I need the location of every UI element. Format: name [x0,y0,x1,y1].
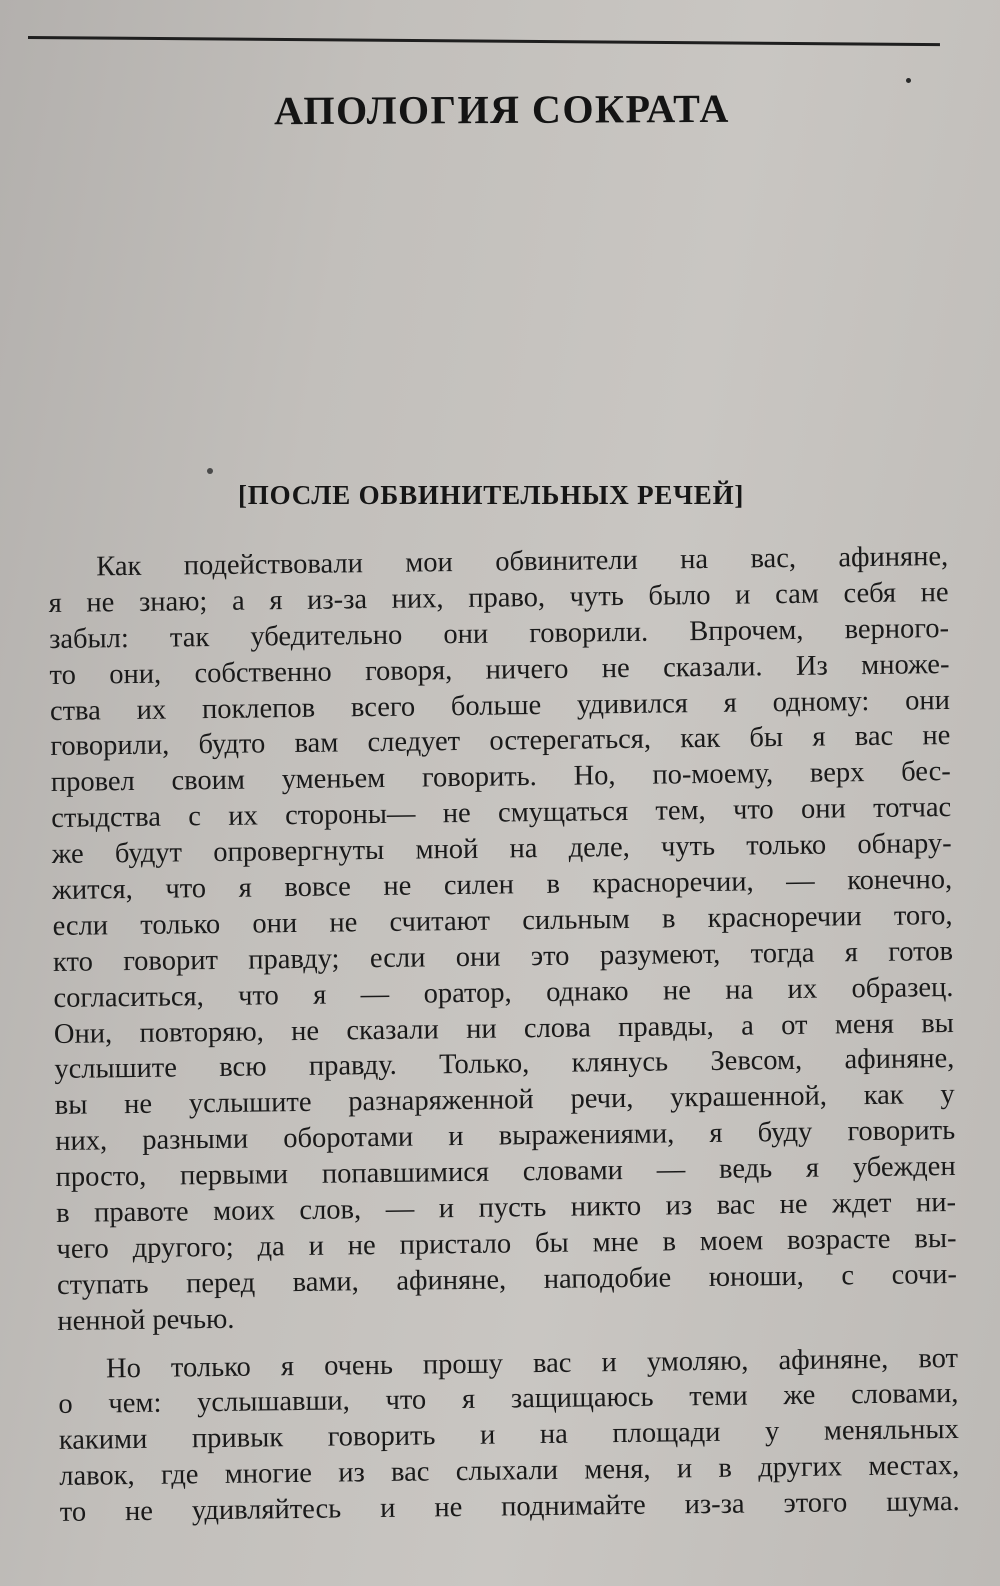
text-line: если только они не считают сильным в красноречии того, [52,899,953,942]
header-rule [28,36,940,46]
text-line: Но только я очень прошу вас и умоляю, афиняне, вот [105,1342,959,1384]
print-speck-2 [207,468,213,474]
text-line: них, разными оборотами и выражениями, я буду говорить [55,1115,956,1158]
text-line: я не знаю; а я из-за них, право, чуть было и сам себя не [48,576,949,619]
text-line: согласиться, что я — оратор, однако не на их образец. [53,971,954,1014]
text-line: лавок, где многие из вас слыхали меня, и в других местах, [59,1450,960,1493]
page-title: АПОЛОГИЯ СОКРАТА [273,85,730,134]
text-line: ненной речью. [57,1303,235,1337]
text-line: забыл: так убедительно они говорили. Впрочем, верного- [48,612,950,655]
text-line: услышите всю правду. Только, клянусь Зевсом, афиняне, [54,1043,955,1086]
text-line: Как подействовали мои обвинители на вас, афиняне, [96,541,949,583]
text-line: в правоте моих слов, — и пусть никто из вас не ждет ни- [55,1186,957,1229]
section-heading: [ПОСЛЕ ОБВИНИТЕЛЬНЫХ РЕЧЕЙ] [238,480,745,510]
text-line: Они, повторяю, не сказали ни слова правды, а от меня вы [53,1007,955,1050]
text-line: то не удивляйтесь и не поднимайте из-за этого шума. [59,1486,960,1529]
text-line: ства их поклепов всего больше удивился я одному: они [49,684,951,727]
text-line: стыдства с их стороны— не смущаться тем, что они тотчас [51,792,952,835]
print-speck [906,78,911,83]
text-line: провел своим уменьем говорить. Но, по-моему, верх бес- [50,756,951,799]
text-line: о чем: услышавши, что я защищаюсь теми же словами, [58,1378,959,1421]
text-line: просто, первыми попавшимися словами — ведь я убежден [55,1151,956,1194]
text-line: кто говорит правду; если они это разумеют, тогда я готов [52,935,954,978]
body-text [48,539,960,1531]
text-line: жится, что я вовсе не силен в красноречии, — конечно, [51,863,953,906]
text-line: какими привык говорить и на площади у меняльных [58,1414,960,1457]
text-line: ступать перед вами, афиняне, наподобие юноши, с сочи- [56,1258,958,1301]
text-line: же будут опровергнуты мной на деле, чуть только обнару- [51,828,952,871]
text-line: вы не услышите разнаряженной речи, украшенной, как у [54,1079,955,1122]
text-line: то они, собственно говоря, ничего не сказали. Из множе- [49,648,950,691]
text-line: чего другого; да и не пристало бы мне в моем возрасте вы- [56,1222,957,1265]
text-line: говорили, будто вам следует остерегаться, как бы я вас не [50,720,951,763]
